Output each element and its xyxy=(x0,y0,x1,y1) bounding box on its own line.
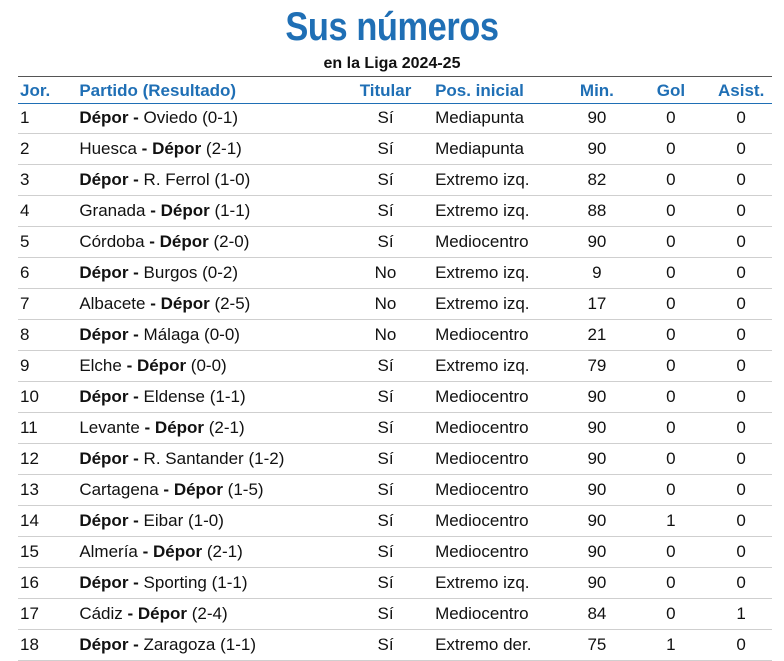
away-team: Dépor xyxy=(159,232,209,251)
cell-minutos: 82 xyxy=(587,170,607,189)
table-row xyxy=(18,289,772,320)
away-team: Dépor xyxy=(152,139,202,158)
table-body xyxy=(18,103,772,661)
cell-goles: 0 xyxy=(666,170,676,189)
cell-titular: Sí xyxy=(377,356,394,375)
cell-minutos: 90 xyxy=(587,542,607,561)
cell-asistencias: 0 xyxy=(736,294,746,313)
match-separator: - xyxy=(122,604,138,623)
cell-titular: Sí xyxy=(377,480,394,499)
cell-titular: Sí xyxy=(377,387,394,406)
away-team: R. Ferrol xyxy=(143,170,210,189)
cell-minutos: 90 xyxy=(587,139,607,158)
match-result: (0-2) xyxy=(197,263,239,282)
cell-posicion: Extremo izq. xyxy=(435,170,530,189)
away-team: Dépor xyxy=(153,542,203,561)
cell-goles: 0 xyxy=(666,108,676,127)
away-team: Dépor xyxy=(173,480,223,499)
table-row xyxy=(18,413,772,444)
cell-posicion: Extremo izq. xyxy=(435,201,530,220)
cell-posicion: Mediocentro xyxy=(435,449,529,468)
away-team: Dépor xyxy=(160,201,210,220)
cell-posicion: Mediocentro xyxy=(435,418,529,437)
table-row xyxy=(18,134,772,165)
cell-partido xyxy=(79,227,340,258)
table-row xyxy=(18,630,772,661)
cell-asistencias: 0 xyxy=(736,201,746,220)
away-team: Sporting xyxy=(143,573,207,592)
table-row xyxy=(18,382,772,413)
cell-jornada: 5 xyxy=(20,232,30,251)
cell-minutos: 88 xyxy=(587,201,607,220)
match-separator: - xyxy=(121,356,137,375)
cell-titular: Sí xyxy=(377,232,394,251)
cell-minutos: 90 xyxy=(587,108,607,127)
match-result: (1-1) xyxy=(204,387,246,406)
table-row xyxy=(18,568,772,599)
cell-minutos: 21 xyxy=(587,325,607,344)
match-result: (2-0) xyxy=(208,232,250,251)
cell-minutos: 90 xyxy=(587,232,607,251)
cell-asistencias: 0 xyxy=(736,449,746,468)
match-result: (2-1) xyxy=(204,418,245,437)
cell-goles: 0 xyxy=(666,356,676,375)
away-team: Eldense xyxy=(143,387,205,406)
home-team: Huesca xyxy=(79,139,137,158)
table-row xyxy=(18,444,772,475)
cell-partido xyxy=(79,537,340,568)
table-row xyxy=(18,258,772,289)
page-title: Sus números xyxy=(285,5,499,49)
column-header-posicion: Pos. inicial xyxy=(435,80,524,100)
match-separator: - xyxy=(128,170,144,189)
cell-posicion: Extremo izq. xyxy=(435,573,530,592)
home-team: Dépor xyxy=(79,511,129,530)
cell-titular: Sí xyxy=(377,542,394,561)
cell-posicion: Mediocentro xyxy=(435,511,529,530)
table-row xyxy=(18,506,772,537)
column-header-asistencias: Asist. xyxy=(718,80,765,100)
cell-goles: 1 xyxy=(666,511,676,530)
cell-titular: No xyxy=(374,325,397,344)
home-team: Almería xyxy=(79,542,138,561)
cell-minutos: 79 xyxy=(587,356,607,375)
match-result: (2-1) xyxy=(202,542,243,561)
cell-jornada: 3 xyxy=(20,170,30,189)
column-header-partido: Partido (Resultado) xyxy=(79,80,237,100)
cell-posicion: Mediocentro xyxy=(435,232,529,251)
cell-titular: Sí xyxy=(377,170,394,189)
table-row xyxy=(18,320,772,351)
away-team: Oviedo xyxy=(143,108,198,127)
cell-jornada: 15 xyxy=(20,542,39,561)
away-team: Eibar xyxy=(143,511,184,530)
cell-jornada: 18 xyxy=(20,635,39,654)
away-team: Zaragoza xyxy=(143,635,216,654)
away-team: Dépor xyxy=(154,418,205,437)
home-team: Córdoba xyxy=(79,232,145,251)
cell-jornada: 17 xyxy=(20,604,39,623)
away-team: Málaga xyxy=(143,325,200,344)
cell-minutos: 75 xyxy=(587,635,607,654)
cell-partido xyxy=(79,320,340,351)
cell-partido xyxy=(79,413,340,444)
cell-minutos: 90 xyxy=(587,418,607,437)
cell-partido xyxy=(79,165,340,196)
home-team: Dépor xyxy=(79,387,129,406)
cell-asistencias: 0 xyxy=(736,170,746,189)
cell-minutos: 84 xyxy=(587,604,607,623)
cell-titular: No xyxy=(374,294,397,313)
cell-posicion: Mediocentro xyxy=(435,604,529,623)
home-team: Dépor xyxy=(79,325,129,344)
cell-titular: Sí xyxy=(377,108,394,127)
cell-jornada: 4 xyxy=(20,201,30,220)
cell-goles: 0 xyxy=(666,387,676,406)
cell-partido xyxy=(79,258,340,289)
cell-goles: 0 xyxy=(666,542,676,561)
match-result: (1-1) xyxy=(209,201,251,220)
home-team: Dépor xyxy=(79,449,129,468)
cell-titular: No xyxy=(374,263,397,282)
page-subtitle: en la Liga 2024-25 xyxy=(323,55,461,72)
cell-minutos: 9 xyxy=(592,263,602,282)
table-row xyxy=(18,537,772,568)
match-separator: - xyxy=(128,108,144,127)
cell-goles: 1 xyxy=(666,635,676,654)
home-team: Albacete xyxy=(79,294,146,313)
cell-goles: 0 xyxy=(666,449,676,468)
cell-goles: 0 xyxy=(666,418,676,437)
match-result: (0-1) xyxy=(197,108,239,127)
cell-minutos: 90 xyxy=(587,449,607,468)
cell-posicion: Mediocentro xyxy=(435,542,529,561)
cell-asistencias: 0 xyxy=(736,387,746,406)
top-rule xyxy=(18,76,772,77)
match-result: (0-0) xyxy=(199,325,240,344)
match-separator: - xyxy=(128,573,144,592)
cell-partido xyxy=(79,134,340,165)
cell-minutos: 90 xyxy=(587,573,607,592)
cell-asistencias: 0 xyxy=(736,635,746,654)
match-result: (1-5) xyxy=(222,480,264,499)
cell-partido xyxy=(79,196,340,227)
cell-goles: 0 xyxy=(666,139,676,158)
table-row xyxy=(18,165,772,196)
cell-jornada: 9 xyxy=(20,356,30,375)
cell-posicion: Mediapunta xyxy=(435,108,524,127)
cell-partido xyxy=(79,568,340,599)
cell-jornada: 10 xyxy=(20,387,39,406)
cell-goles: 0 xyxy=(666,263,676,282)
match-separator: - xyxy=(158,480,174,499)
cell-posicion: Extremo izq. xyxy=(435,356,530,375)
cell-partido xyxy=(79,382,340,413)
match-separator: - xyxy=(128,387,144,406)
away-team: Dépor xyxy=(160,294,210,313)
cell-jornada: 6 xyxy=(20,263,30,282)
cell-asistencias: 0 xyxy=(736,356,746,375)
table-row xyxy=(18,475,772,506)
match-result: (0-0) xyxy=(186,356,227,375)
cell-goles: 0 xyxy=(666,325,676,344)
column-header-titular: Titular xyxy=(359,80,412,100)
column-header-jornada: Jor. xyxy=(20,80,51,100)
match-separator: - xyxy=(137,542,153,561)
match-result: (2-5) xyxy=(209,294,251,313)
cell-asistencias: 0 xyxy=(736,139,746,158)
table-row xyxy=(18,227,772,258)
away-team: Burgos xyxy=(143,263,198,282)
cell-partido xyxy=(79,599,340,630)
match-separator: - xyxy=(145,201,161,220)
match-separator: - xyxy=(128,263,144,282)
cell-partido xyxy=(79,444,340,475)
match-separator: - xyxy=(144,232,160,251)
cell-posicion: Mediocentro xyxy=(435,387,529,406)
cell-titular: Sí xyxy=(377,511,394,530)
away-team: R. Santander xyxy=(143,449,244,468)
cell-goles: 0 xyxy=(666,573,676,592)
match-separator: - xyxy=(136,139,153,158)
cell-asistencias: 1 xyxy=(736,604,746,623)
cell-titular: Sí xyxy=(377,449,394,468)
cell-minutos: 90 xyxy=(587,387,607,406)
cell-asistencias: 0 xyxy=(736,232,746,251)
cell-asistencias: 0 xyxy=(736,573,746,592)
cell-goles: 0 xyxy=(666,604,676,623)
match-separator: - xyxy=(139,418,155,437)
home-team: Granada xyxy=(79,201,146,220)
cell-jornada: 14 xyxy=(20,511,39,530)
cell-posicion: Extremo izq. xyxy=(435,263,530,282)
cell-asistencias: 0 xyxy=(736,542,746,561)
stats-table xyxy=(18,78,772,661)
cell-jornada: 1 xyxy=(20,108,30,127)
cell-titular: Sí xyxy=(377,573,394,592)
match-result: (1-1) xyxy=(206,573,248,592)
match-separator: - xyxy=(128,449,144,468)
cell-posicion: Mediapunta xyxy=(435,139,524,158)
match-result: (1-1) xyxy=(215,635,256,654)
match-result: (1-0) xyxy=(209,170,251,189)
cell-posicion: Mediocentro xyxy=(435,480,529,499)
away-team: Dépor xyxy=(137,604,188,623)
away-team: Dépor xyxy=(136,356,187,375)
cell-posicion: Extremo der. xyxy=(435,635,532,654)
table-row xyxy=(18,196,772,227)
home-team: Dépor xyxy=(79,635,129,654)
home-team: Cartagena xyxy=(79,480,159,499)
match-result: (1-0) xyxy=(183,511,224,530)
match-result: (1-2) xyxy=(243,449,285,468)
cell-minutos: 90 xyxy=(587,480,607,499)
match-separator: - xyxy=(128,635,144,654)
cell-goles: 0 xyxy=(666,294,676,313)
cell-asistencias: 0 xyxy=(736,418,746,437)
cell-partido xyxy=(79,103,340,134)
cell-titular: Sí xyxy=(377,635,394,654)
home-team: Elche xyxy=(79,356,122,375)
table-row xyxy=(18,103,772,134)
cell-goles: 0 xyxy=(666,232,676,251)
home-team: Dépor xyxy=(79,170,129,189)
cell-minutos: 17 xyxy=(587,294,607,313)
cell-asistencias: 0 xyxy=(736,108,746,127)
cell-partido xyxy=(79,289,340,320)
cell-asistencias: 0 xyxy=(736,263,746,282)
cell-jornada: 12 xyxy=(20,449,39,468)
cell-posicion: Mediocentro xyxy=(435,325,529,344)
cell-jornada: 13 xyxy=(20,480,39,499)
cell-titular: Sí xyxy=(377,201,394,220)
cell-partido xyxy=(79,506,340,537)
table-row xyxy=(18,351,772,382)
match-separator: - xyxy=(128,325,144,344)
cell-partido xyxy=(79,630,340,661)
home-team: Dépor xyxy=(79,108,129,127)
cell-titular: Sí xyxy=(377,139,394,158)
column-header-goles: Gol xyxy=(656,80,686,100)
match-result: (2-1) xyxy=(201,139,242,158)
cell-jornada: 11 xyxy=(20,418,38,437)
match-separator: - xyxy=(128,511,144,530)
cell-jornada: 8 xyxy=(20,325,30,344)
home-team: Dépor xyxy=(79,263,129,282)
cell-goles: 0 xyxy=(666,480,676,499)
match-result: (2-4) xyxy=(187,604,228,623)
cell-partido xyxy=(79,475,340,506)
cell-jornada: 16 xyxy=(20,573,39,592)
cell-goles: 0 xyxy=(666,201,676,220)
home-team: Dépor xyxy=(79,573,129,592)
home-team: Cádiz xyxy=(79,604,123,623)
cell-titular: Sí xyxy=(377,604,394,623)
cell-jornada: 2 xyxy=(20,139,30,158)
table-header-row xyxy=(18,78,772,103)
cell-partido xyxy=(79,351,340,382)
cell-posicion: Extremo izq. xyxy=(435,294,530,313)
cell-asistencias: 0 xyxy=(736,325,746,344)
cell-asistencias: 0 xyxy=(736,480,746,499)
cell-jornada: 7 xyxy=(20,294,30,313)
table-row xyxy=(18,599,772,630)
cell-titular: Sí xyxy=(377,418,394,437)
match-separator: - xyxy=(145,294,161,313)
column-header-minutos: Min. xyxy=(579,80,614,100)
cell-minutos: 90 xyxy=(587,511,607,530)
cell-asistencias: 0 xyxy=(736,511,746,530)
home-team: Levante xyxy=(79,418,140,437)
